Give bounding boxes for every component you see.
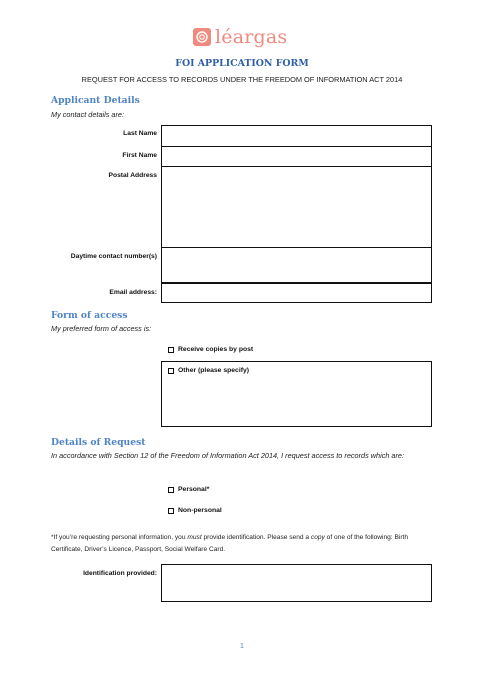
logo-text: léargas — [215, 26, 288, 48]
checkbox-personal[interactable] — [168, 487, 174, 493]
daytime-contact-label: Daytime contact number(s) — [70, 253, 157, 260]
identification-field[interactable] — [161, 564, 432, 602]
first-name-field[interactable] — [161, 146, 432, 167]
note-text-1: *If you’re requesting personal information, you — [51, 534, 188, 541]
form-title: FOI APPLICATION FORM — [175, 58, 309, 69]
form-of-access-heading: Form of access — [51, 310, 128, 321]
daytime-contact-field[interactable] — [161, 247, 432, 283]
last-name-field[interactable] — [161, 125, 432, 147]
identification-note — [51, 532, 441, 556]
access-intro: My preferred form of access is: — [51, 324, 152, 333]
page-number: 1 — [240, 643, 244, 650]
last-name-label: Last Name — [123, 130, 157, 137]
option-nonpersonal-label: Non-personal — [178, 507, 222, 514]
details-of-request-heading: Details of Request — [51, 437, 146, 448]
option-post[interactable] — [168, 346, 253, 353]
checkbox-post[interactable] — [168, 347, 174, 353]
logo-mark-icon — [193, 28, 211, 46]
option-other[interactable] — [168, 367, 249, 374]
postal-address-field[interactable] — [161, 166, 432, 248]
checkbox-other[interactable] — [168, 368, 174, 374]
request-intro: In accordance with Section 12 of the Freedom of Information Act 2014, I request access to records which are: — [51, 451, 405, 460]
option-personal[interactable] — [168, 486, 209, 493]
email-field[interactable] — [161, 283, 432, 303]
applicant-intro: My contact details are: — [51, 110, 125, 119]
note-text-2: provide identification. Please send a — [201, 534, 311, 541]
option-nonpersonal[interactable] — [168, 507, 222, 514]
first-name-label: First Name — [122, 152, 157, 159]
email-label: Email address: — [109, 289, 157, 296]
option-personal-label: Personal* — [178, 486, 210, 493]
postal-address-label: Postal Address — [108, 172, 157, 179]
checkbox-nonpersonal[interactable] — [168, 508, 174, 514]
option-post-label: Receive copies by post — [178, 346, 254, 353]
option-other-label: Other (please specify) — [178, 367, 250, 374]
form-subtitle: REQUEST FOR ACCESS TO RECORDS UNDER THE FREEDOM OF INFORMATION ACT 2014 — [81, 75, 403, 84]
leargas-logo — [193, 24, 293, 50]
identification-label: Identification provided: — [83, 570, 157, 577]
note-emphasis-must: must — [187, 534, 202, 541]
note-emphasis-copy: copy — [310, 534, 325, 541]
note-text-3: of one of the following: Birth Certificate, Driver’s Licence, Passport, Social Welfare Card. — [51, 534, 409, 553]
applicant-details-heading: Applicant Details — [51, 95, 140, 106]
